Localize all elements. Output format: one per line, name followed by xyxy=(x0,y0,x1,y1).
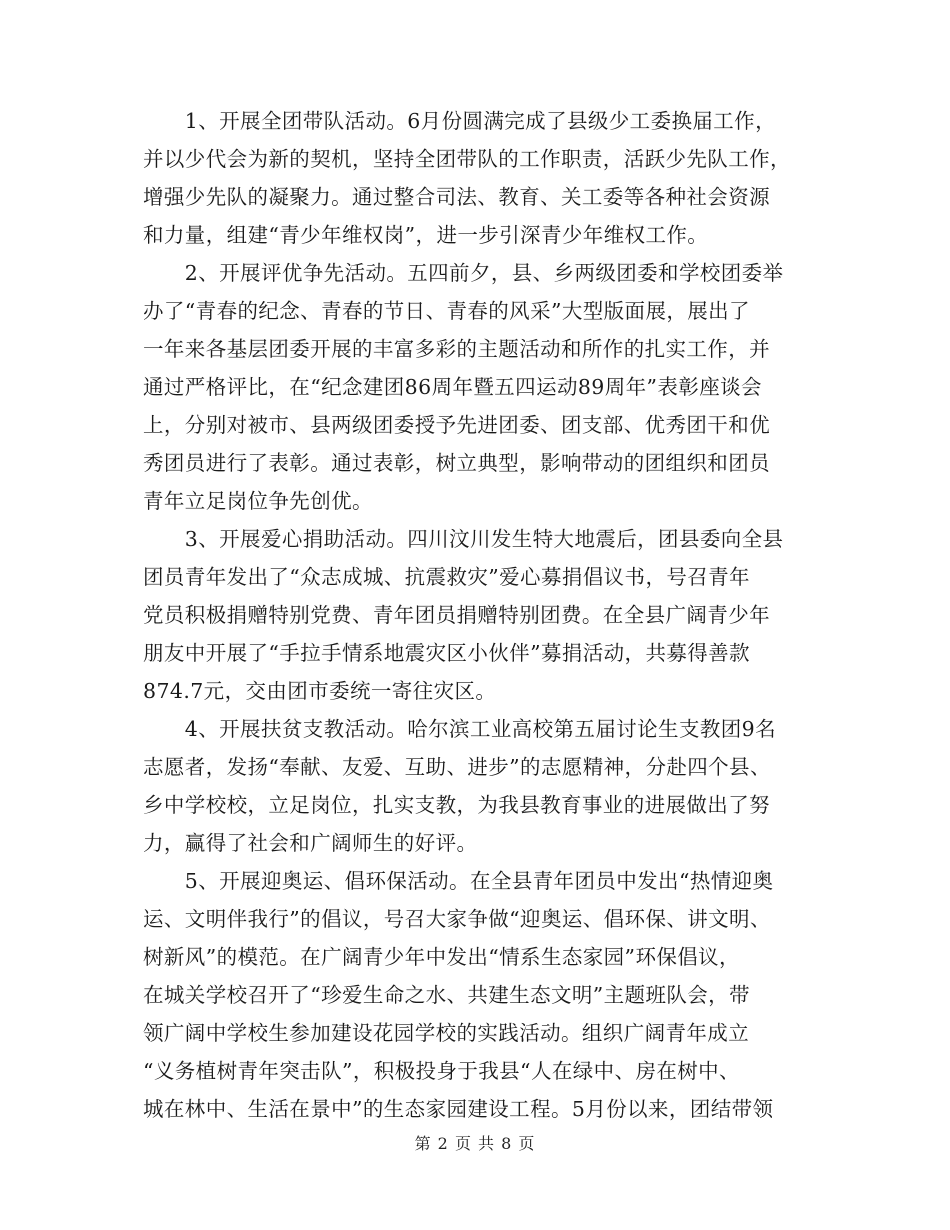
text-line: 并以少代会为新的契机，坚持全团带队的工作职责，活跃少先队工作， xyxy=(143,147,791,171)
text-line: 志愿者，发扬“奉献、友爱、互助、进步”的志愿精神，分赴四个县、 xyxy=(143,755,771,779)
text-line: 秀团员进行了表彰。通过表彰，树立典型，影响带动的团组织和团员 xyxy=(143,451,770,475)
text-line: 办了“青春的纪念、青春的节日、青春的风采”大型版面展，展出了 xyxy=(143,299,750,323)
text-line: 增强少先队的凝聚力。通过整合司法、教育、关工委等各种社会资源 xyxy=(143,185,770,209)
text-line: 1、开展全团带队活动。6月份圆满完成了县级少工委换届工作， xyxy=(143,109,776,133)
text-line: 树新风”的模范。在广阔青少年中发出“情系生态家园”环保倡议， xyxy=(143,945,740,969)
text-line: 2、开展评优争先活动。五四前夕，县、乡两级团委和学校团委举 xyxy=(143,261,784,285)
text-line: 874.7元，交由团市委统一寄往灾区。 xyxy=(143,679,497,703)
text-line: 上，分别对被市、县两级团委授予先进团委、团支部、优秀团干和优 xyxy=(143,413,770,437)
text-line: 团员青年发出了“众志成城、抗震救灾”爱心募捐倡议书，号召青年 xyxy=(143,565,750,589)
text-line: 通过严格评比，在“纪念建团86周年暨五四运动89周年”表彰座谈会 xyxy=(143,375,762,399)
text-line: 和力量，组建“青少年维权岗”，进一步引深青少年维权工作。 xyxy=(143,223,709,247)
text-line: “义务植树青年突击队”，积极投身于我县“人在绿中、房在树中、 xyxy=(143,1059,740,1083)
text-line: 运、文明伴我行”的倡议，号召大家争做“迎奥运、倡环保、讲文明、 xyxy=(143,907,771,931)
text-line: 青年立足岗位争先创优。 xyxy=(143,489,373,513)
text-line: 5、开展迎奥运、倡环保活动。在全县青年团员中发出“热情迎奥 xyxy=(143,869,774,893)
body-text xyxy=(143,102,808,1128)
page-number-footer: 第 2 页 共 8 页 xyxy=(414,1134,536,1153)
text-line: 3、开展爱心捐助活动。四川汶川发生特大地震后，团县委向全县 xyxy=(143,527,784,551)
text-line: 一年来各基层团委开展的丰富多彩的主题活动和所作的扎实工作，并 xyxy=(143,337,770,361)
text-line: 党员积极捐赠特别党费、青年团员捐赠特别团费。在全县广阔青少年 xyxy=(143,603,770,627)
text-line: 力，赢得了社会和广阔师生的好评。 xyxy=(143,831,478,855)
text-line: 城在林中、生活在景中”的生态家园建设工程。5月份以来，团结带领 xyxy=(143,1097,774,1121)
text-line: 4、开展扶贫支教活动。哈尔滨工业高校第五届讨论生支教团9名 xyxy=(143,717,776,741)
text-line: 朋友中开展了“手拉手情系地震灾区小伙伴”募捐活动，共募得善款 xyxy=(143,641,750,665)
text-line: 在城关学校召开了“珍爱生命之水、共建生态文明”主题班队会，带 xyxy=(143,983,750,1007)
text-line: 乡中学校校，立足岗位，扎实支教，为我县教育事业的进展做出了努 xyxy=(143,793,770,817)
text-line: 领广阔中学校生参加建设花园学校的实践活动。组织广阔青年成立 xyxy=(143,1021,750,1045)
